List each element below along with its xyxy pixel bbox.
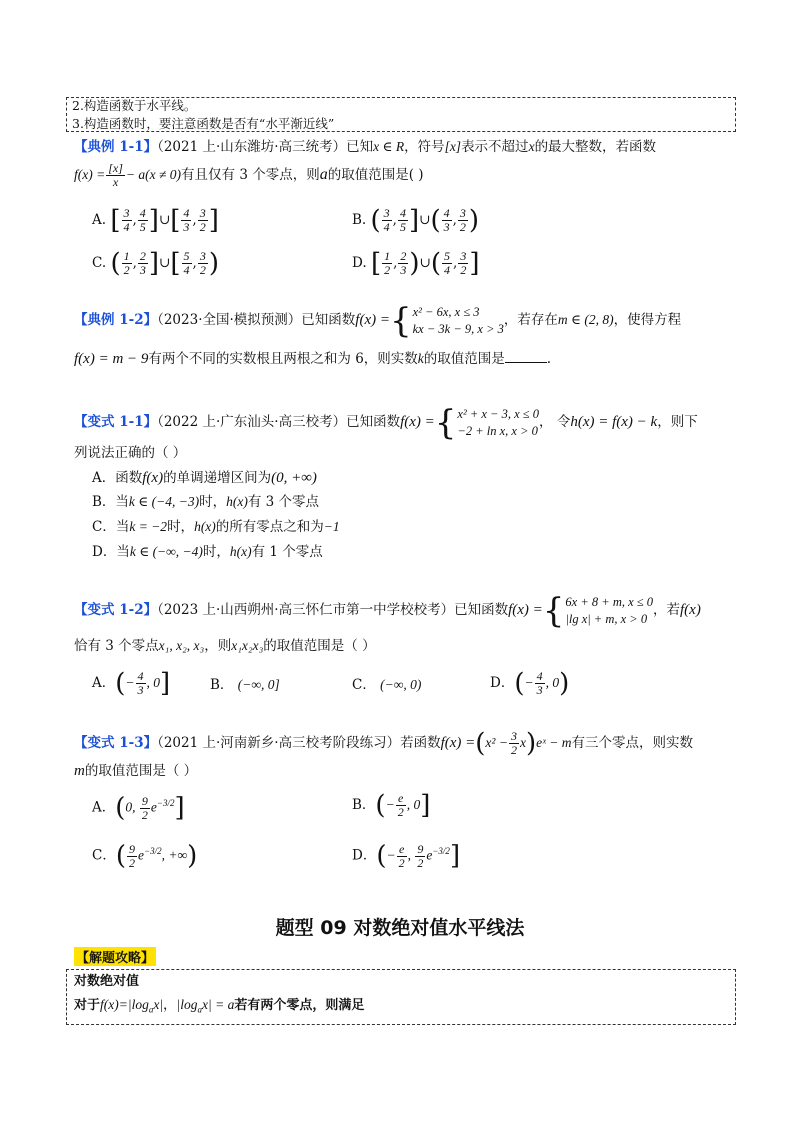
log-abs-box-title: 对数绝对值 (74, 974, 140, 989)
strategy-label: 【解题攻略】 (74, 947, 156, 966)
example-1-2-stem-line2: f(x) = m − 9有两个不同的实数根且两根之和为 6，则实数k的取值范围是 . (74, 351, 552, 367)
variant-1-3-option-d: D．(− $\frac{e}{2}$ , $\frac{9}{2}$ $e^{-3/2}$] (352, 841, 461, 871)
variant-1-3-option-a: A．(0, $\frac{9}{2}$ $e^{-3/2}$] (92, 793, 185, 823)
variant-1-3-stem: 【变式 1-3】（2021 上·河南新乡·高三校考阶段练习）若函数f(x) =(x² − $\frac{3}{2}$ x)eˣ − m有三个零点，则实数 (74, 728, 694, 759)
variant-1-2-option-a: A．(− $\frac{4}{3}$ , 0] (92, 668, 171, 699)
tip-line-2: 2.构造函数于水平线。 (72, 98, 197, 113)
example-1-2-stem: 【典例 1-2】（2023·全国·模拟预测）已知函数f(x) ={x² − 6x, x ≤ 3 kx − 3k − 9, x > 3，若存在m ∈ (2, 8)，使得方程 (74, 300, 682, 341)
answer-blank (505, 350, 547, 363)
variant-1-1-line2: 列说法正确的（ ） (74, 445, 187, 461)
variant-1-1-option-c: C．当k = −2时，h(x)的所有零点之和为−1 (92, 519, 340, 535)
example-1-1-option-b: B. ( $\frac{3}{4}$ , $\frac{4}{5}$ ]∪( $\frac{4}{3}$ , $\frac{3}{2}$ ) (352, 205, 480, 236)
variant-1-2-option-b: B． (−∞, 0] (210, 677, 280, 693)
example-tag: 【典例 1-1】 (74, 139, 158, 155)
variant-1-3-option-c: C．( $\frac{9}{2}$ $e^{-3/2}$, +∞) (92, 841, 198, 871)
variant-1-1-option-a: A．函数f(x)的单调递增区间为(0, +∞) (92, 470, 317, 486)
example-1-1-function: f(x) = $\frac{[x]}{x}$ − a(x ≠ 0)有且仅有 3 个零点，则a的取值范围是( ) (74, 161, 424, 189)
variant-1-1-stem: 【变式 1-1】（2022 上·广东汕头·高三校考）已知函数f(x) ={x² + x − 3, x ≤ 0 −2 + ln x, x > 0， 令h(x) = f(x) − k，则下 (74, 402, 698, 443)
example-1-1-option-a: A. [ $\frac{3}{4}$ , $\frac{4}{5}$ ]∪[ $\frac{4}{3}$ , $\frac{3}{2}$ ] (92, 205, 219, 236)
variant-1-2-line2: 恰有 3 个零点x₁, x₂, x₃，则x₁x₂x₃的取值范围是（ ） (74, 638, 376, 654)
tip-line-3: 3.构造函数时，要注意函数是否有“水平渐近线” (72, 116, 335, 131)
log-abs-box-text: 对于$f(x)=|\log_ax|$，$|\log_ax| = a$若有两个零点，则满足 (74, 997, 365, 1015)
example-1-1-stem: 【典例 1-1】（2021 上·山东潍坊·高三统考）已知x ∈ R，符号[x]表示不超过x的最大整数，若函数 (74, 139, 657, 155)
example-1-1-option-c: C. ( $\frac{1}{2}$ , $\frac{2}{3}$ ]∪[ $\frac{5}{4}$ , $\frac{3}{2}$ ) (92, 248, 219, 279)
variant-1-2-stem: 【变式 1-2】（2023 上·山西朔州·高三怀仁市第一中学校校考）已知函数f(x) ={6x + 8 + m, x ≤ 0 |lg x| + m, x > 0，若f(x) (74, 590, 701, 631)
variant-1-1-option-b: B．当k ∈ (−4, −3)时，h(x)有 3 个零点 (92, 494, 320, 510)
variant-1-3-line2: m的取值范围是（ ） (74, 763, 198, 779)
variant-1-2-option-d: D．(− $\frac{4}{3}$ , 0) (490, 668, 570, 699)
variant-1-1-option-d: D．当k ∈ (−∞, −4)时，h(x)有 1 个零点 (92, 544, 323, 560)
example-1-1-option-d: D. [ $\frac{1}{2}$ , $\frac{2}{3}$ )∪( $\frac{5}{4}$ , $\frac{3}{2}$ ] (352, 248, 480, 279)
section-title: 题型 09 对数绝对值水平线法 (275, 917, 525, 939)
variant-1-3-option-b: B．(− $\frac{e}{2}$ , 0] (352, 790, 431, 821)
variant-1-2-option-c: C． (−∞, 0) (352, 677, 422, 693)
